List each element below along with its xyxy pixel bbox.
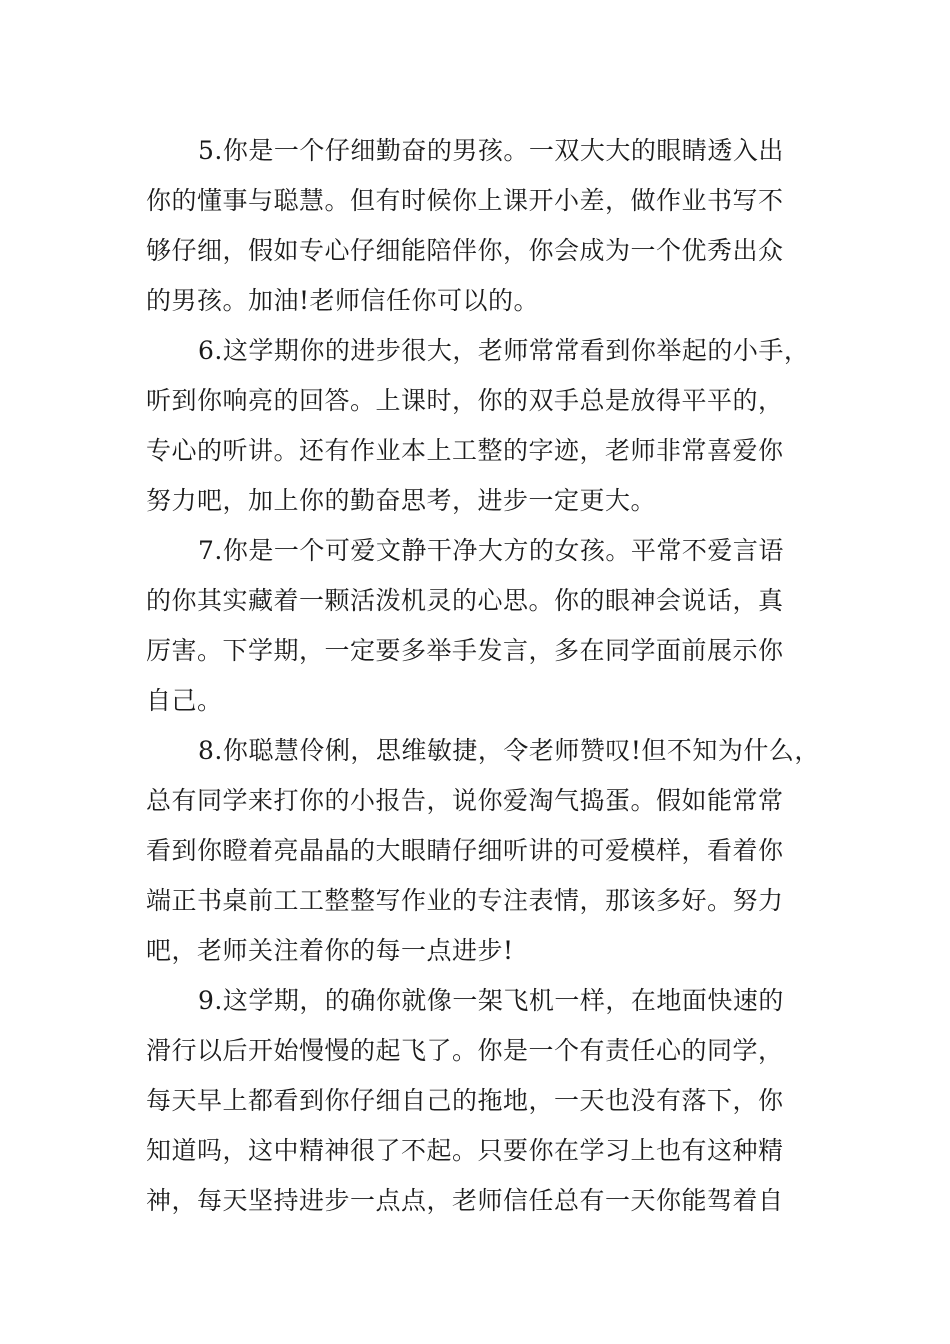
paragraph-5-line-3: 够仔细，假如专心仔细能陪伴你，你会成为一个优秀出众 — [146, 236, 784, 265]
paragraph-9-line-5: 神，每天坚持进步一点点，老师信任总有一天你能驾着自 — [146, 1186, 784, 1215]
paragraph-9-line-4: 知道吗，这中精神很了不起。只要你在学习上也有这种精 — [146, 1136, 784, 1165]
paragraph-6-line-1: 6.这学期你的进步很大，老师常常看到你举起的小手， — [198, 336, 810, 365]
paragraph-8-line-2: 总有同学来打你的小报告，说你爱淘气捣蛋。假如能常常 — [146, 786, 784, 815]
paragraph-5-line-1: 5.你是一个仔细勤奋的男孩。一双大大的眼睛透入出 — [198, 136, 784, 165]
paragraph-6-line-2: 听到你响亮的回答。上课时，你的双手总是放得平平的， — [146, 386, 784, 415]
paragraph-9-line-3: 每天早上都看到你仔细自己的拖地，一天也没有落下，你 — [146, 1086, 784, 1115]
paragraph-8-line-3: 看到你瞪着亮晶晶的大眼睛仔细听讲的可爱模样，看着你 — [146, 836, 784, 865]
document-body — [146, 126, 820, 1226]
paragraph-9-line-2: 滑行以后开始慢慢的起飞了。你是一个有责任心的同学， — [146, 1036, 784, 1065]
paragraph-5-line-2: 你的懂事与聪慧。但有时候你上课开小差，做作业书写不 — [146, 186, 784, 215]
paragraph-7-line-3: 厉害。下学期，一定要多举手发言，多在同学面前展示你 — [146, 636, 784, 665]
paragraph-8-line-4: 端正书桌前工工整整写作业的专注表情，那该多好。努力 — [146, 886, 784, 915]
paragraph-9-line-1: 9.这学期，的确你就像一架飞机一样，在地面快速的 — [198, 986, 784, 1015]
paragraph-6-line-3: 专心的听讲。还有作业本上工整的字迹，老师非常喜爱你 — [146, 436, 784, 465]
paragraph-7-line-2: 的你其实藏着一颗活泼机灵的心思。你的眼神会说话，真 — [146, 586, 784, 615]
paragraph-7-line-1: 7.你是一个可爱文静干净大方的女孩。平常不爱言语 — [198, 536, 784, 565]
paragraph-8-line-5: 吧，老师关注着你的每一点进步! — [146, 936, 514, 965]
paragraph-7-line-4: 自己。 — [146, 686, 223, 715]
paragraph-8-line-1: 8.你聪慧伶俐，思维敏捷，令老师赞叹!但不知为什么， — [198, 736, 820, 765]
paragraph-5-line-4: 的男孩。加油!老师信任你可以的。 — [146, 286, 540, 315]
paragraph-6-line-4: 努力吧，加上你的勤奋思考，进步一定更大。 — [146, 486, 657, 515]
